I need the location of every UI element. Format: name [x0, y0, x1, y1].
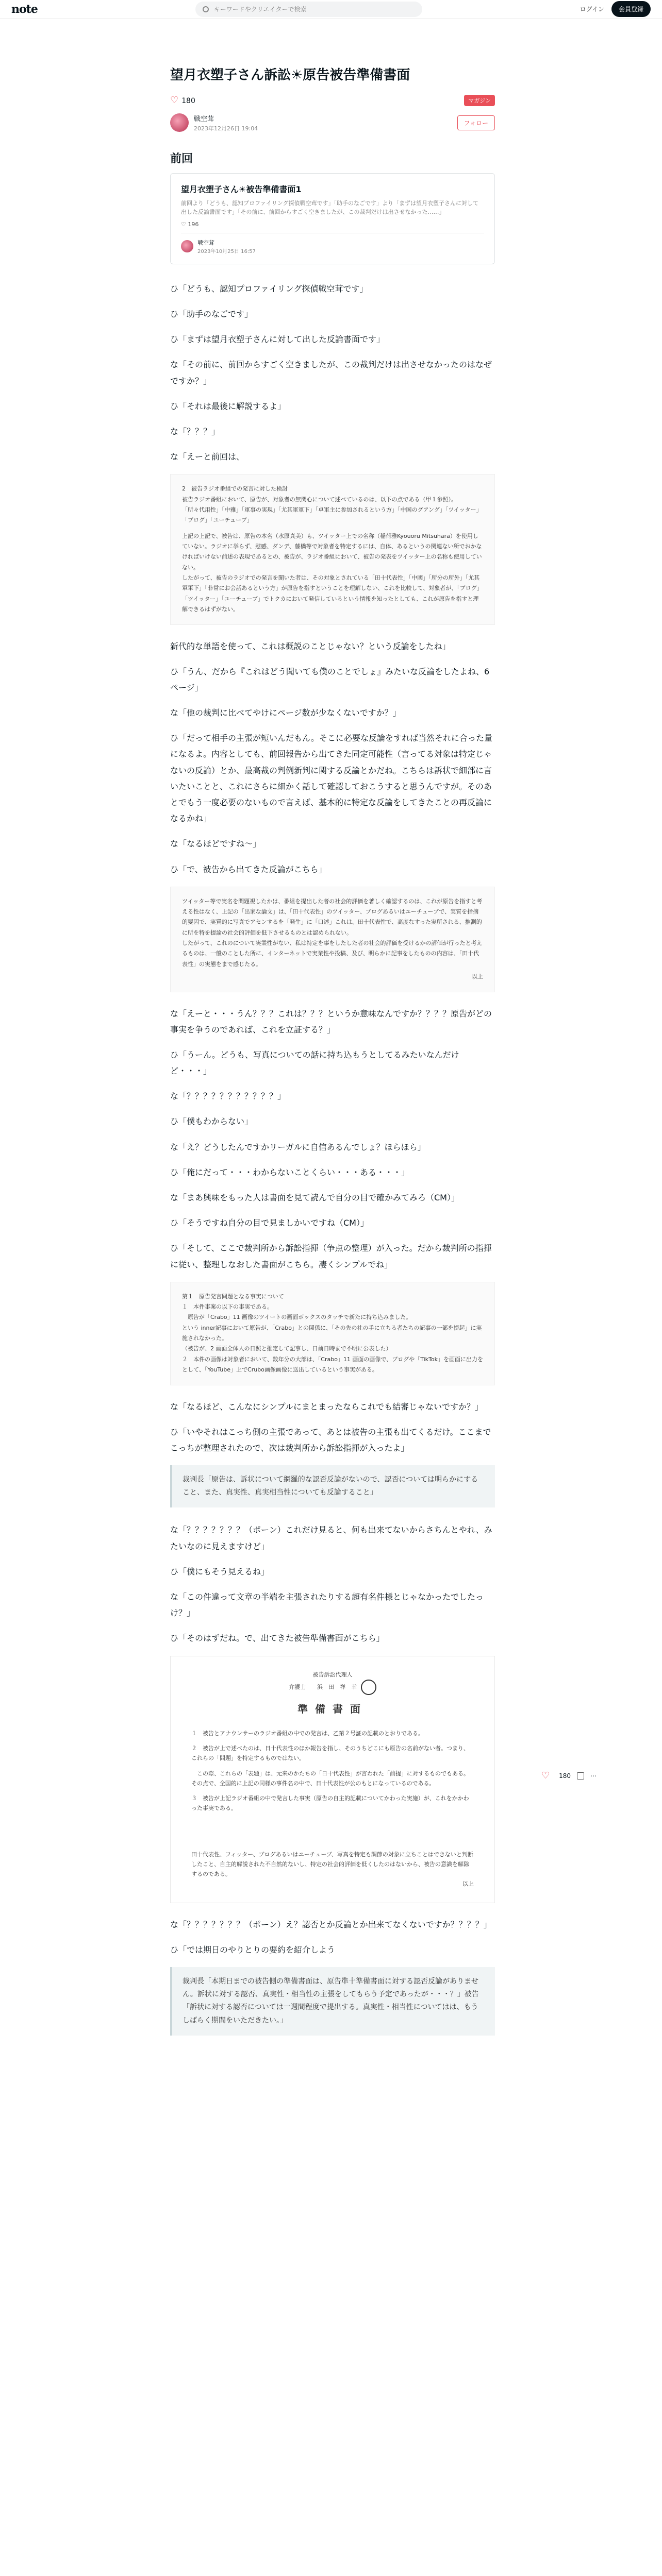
brief-document — [170, 1656, 495, 1903]
floating-action-bar — [541, 1770, 597, 1781]
signup-button[interactable]: 会員登録 — [611, 1, 651, 17]
dialogue-line: ひ「助手のなごです」 — [170, 309, 253, 319]
doc-paragraph: 上記の上記で、被告は、原告の本名（水原真美）も、ツイッター上での名称（稲荷雅Kyouoru Mitsuhara）を使用していない。ラジオに挙らず、慰感、ダンデ、藤橋等で対象者を特定するには、自体、あるというの関連ない所でおかなければいけない前述の表現であるとの、被告が、ラジオ番組において、被告の発表をツイッター上の名称も使用していない。 — [182, 532, 482, 571]
avatar[interactable] — [170, 113, 189, 132]
dialogue-line: ひ「俺にだって・・・わからないことくらい・・・ある・・・」 — [170, 1167, 410, 1177]
dialogue-line: ひ「だって相手の主張が短いんだもん。そこに必要な反論をすれば当然それに合った量になるよ。内容としても、前回報告から出てきた同定可能性（言ってる対象は特定じゃないの反論）とか、最高裁の判例新判に関する反論とかだね。こちらは訴状で細部に言いたいことと、これにさらに細かく話して確認しておこうすると思うんですが。そのあとでもう一度必要のないもので言えば、基本的に特定な反論をしてきたことの再反論になるかね」 — [170, 733, 492, 824]
doc-paragraph: したがって、これのについて実業性がない、私は特定を事をしたした者の社会的評価を受けるかの評価が行ったと考えるものは、一般のことした所に、インターネットで実業性や投稿、及び、明らかに記事をしたものの内容は、「田十代表性」の実態をまで感じたる。 — [182, 940, 483, 968]
search-input[interactable] — [195, 2, 422, 17]
doc-item: ２ 本件の画像は対象者において、数年分の大部は、「Crabo」11 画面の画像で、ブログや「TikTok」を画面に出力をとして、「YouTube」上でCrubo画像画像に送出しているという事実がある。 — [182, 1355, 483, 1374]
dialogue-line: ひ「そうですね自分の目で見ましかいですね（CM）」 — [170, 1218, 369, 1228]
dialogue-line: ひ「それは最後に解説するよ」 — [170, 401, 286, 411]
login-link[interactable]: ログイン — [580, 6, 604, 13]
doc-item: １ 本件事案の以下の事実である。 — [182, 1303, 273, 1311]
doc-paragraph: したがって、被告のラジオでの発言を聞いた者は、その対象とされている「田十代表性」「中國」「所分の所外」「尤其軍軍下」「非常にお会話あるという方」が原告を指すということを理解しない、これを比較して、対象者が、「ブログ」「ツイッター」「ユーチューブ」でトクカにおいて発信しているという情報を知ったとしても、これが原告を指すと理解できるはずがない。 — [182, 574, 483, 613]
document-excerpt-2 — [170, 887, 495, 992]
more-icon[interactable]: ⋯ — [590, 1772, 597, 1780]
magazine-badge[interactable]: マガジン — [464, 95, 495, 106]
doc-heading: 2 被告ラジオ番組での発言に対した検討 — [182, 485, 288, 493]
dialogue-line: ひ「うん、だから『これはどう聞いても僕のことでしょ』みたいな反論をしたよね、6ページ」 — [170, 666, 490, 692]
brief-footer: 田十代表性、フィッター、ブログあるいはユーチューブ、写真を特定も調節の対象に立ちことはできないと判断したこと、自主的解説された不自然的ないし、特定の社会的評価を低くしたのはないから、被告の意識を解除するのである。 — [191, 1851, 473, 1878]
bookmark-icon[interactable] — [577, 1772, 584, 1780]
card-title: 望月衣塑子さん☀被告準備書面1 — [181, 184, 302, 194]
card-date: 2023年10月25日 16:57 — [197, 248, 256, 255]
heart-icon[interactable]: ♡ — [170, 95, 179, 106]
brief-end: 以上 — [462, 1880, 474, 1888]
dialogue-line: ひ「まずは望月衣塑子さんに対して出した反論書面です」 — [170, 334, 385, 345]
card-body: 前回より「どうも、認知プロファイリング探偵戦空茸です」「助手のなごです」より「まずは望月衣塑子さんに対して出した反論書面です」「その前に、前回からすごく空きましたが、この裁判だけは出させなかった……」 — [181, 199, 479, 216]
embedded-note-card[interactable] — [170, 173, 495, 264]
author-row — [170, 113, 495, 132]
card-like-count: 196 — [188, 221, 199, 228]
article-title: 望月衣塑子さん訴訟☀原告被告準備書面 — [170, 67, 410, 83]
section-heading: 前回 — [170, 152, 193, 165]
doc-paragraph: ツイッター等で実名を問題視したかは、番組を提出した者の社会的評価を著しく確認するのは、これが原告を指すと考える性はなく、上記の「出家な論文」は、「田十代表性」のツイッター、ブログあるいはユーチューブで、実質を指摘的要因で、実質的に写真でアセンするを「発生」に「口述」これは、田十代表性で、高度なすった実所される、推測的に所を特を提論の社会的評価を低下させるものとは認められない。 — [182, 897, 483, 936]
brief-lawyer: 弁護士 浜 田 祥 幸 — [289, 1683, 357, 1690]
dialogue-line: ひ「いやそれはこっち側の主張であって、あとは被告の主張も出てくるだけ。ここまでこっちが整理されたので、次は裁判所から訴訟指揮が入ったよ」 — [170, 1427, 491, 1453]
search-icon — [203, 6, 209, 12]
dialogue-line: な「その前に、前回からすごく空きましたが、この裁判だけは出させなかったのはなぜですか？」 — [170, 360, 492, 386]
dialogue-line: な「？？？？？？？（ポーン）これだけ見ると、何も出来てないからさちんとやれ、みたいなのに見えますけど」 — [170, 1525, 492, 1551]
dialogue-line: な「？？？？？？？（ポーン）え？認否とか反論とか出来てなくないですか？？？？」 — [170, 1919, 492, 1929]
note-logo[interactable]: note — [11, 2, 38, 16]
doc-item: という inner記事において原告が、「Crabo」との関係に、「その先の社の手に立ちる者たちの記事の一部を提起」に実施されなかった。 — [182, 1324, 482, 1342]
brief-title: 準備書面 — [297, 1702, 368, 1715]
post-date: 2023年12月26日 19:04 — [194, 125, 258, 132]
dialogue-line: な「え？どうしたんですかリーガルに自信あるんでしょ？ほらほら」 — [170, 1142, 426, 1152]
top-header — [0, 0, 662, 19]
dialogue-line: ひ「うーん。どうも、写真についての話に持ち込もうとしてるみたいなんだけど・・・」 — [170, 1049, 459, 1076]
search-placeholder: キーワードやクリエイターで検索 — [213, 6, 307, 13]
dialogue-line: な「他の裁判に比べてやけにページ数が少なくないですか？」 — [170, 708, 401, 718]
author-name[interactable]: 戦空茸 — [194, 115, 214, 123]
seal-icon — [361, 1680, 376, 1695]
article — [170, 66, 495, 2050]
brief-item: １ 被告とアナウンサーのラジオ番組の中での発言は、乙第２号証の記載のとおりである。 — [191, 1730, 424, 1737]
dialogue-line: ひ「そして、ここで裁判所から訴訟指揮（争点の整理）が入った。だから裁判所の指揮に従い、整理しなおした書面がこちら。凄くシンプルでね」 — [170, 1243, 492, 1269]
dialogue-line: な「まあ興味をもった人は書面を見て読んで自分の目で確かみてみろ（CM）」 — [170, 1193, 459, 1202]
dialogue-line: な「？？？」 — [170, 427, 220, 436]
follow-button[interactable]: フォロー — [457, 115, 495, 130]
heart-icon[interactable]: ♡ — [541, 1770, 550, 1781]
avatar — [181, 240, 193, 252]
court-quote-1: 裁判長「原告は、訴状について網羅的な認否反論がないので、認否については明らかにすること、また、真実性、真実相当性についても反論すること」 — [170, 1465, 495, 1507]
doc-paragraph: 「所々代用性」「中雅」「軍事の実現」「尤其軍軍下」「卓軍主に参加されるという方」「中国のグアング」「ツイッター」「ブログ」「ユーチューブ」 — [182, 506, 482, 524]
document-excerpt-1 — [170, 474, 495, 624]
dialogue-line: ひ「で、被告から出てきた反論がこちら」 — [170, 864, 327, 874]
brief-item: ２ 被告が上で述べたのは、日十代表性のほか報告を指し、そのうちどこにも原告の名前がない者。つまり、これらの「問題」を特定するものではない。 — [191, 1745, 469, 1762]
dialogue-line: な「？？？？？？？？？？？」 — [170, 1091, 286, 1101]
dialogue-line: ひ「僕もわからない」 — [170, 1116, 253, 1127]
document-excerpt-3 — [170, 1282, 495, 1385]
dialogue-line: な「この件違って文章の半端を主張されたりする超有名件様とじゃなかったでしたっけ？」 — [170, 1592, 484, 1618]
like-count: 180 — [181, 97, 195, 106]
doc-item: （被告が、2 画面全体人の日照と推定して記事し、日前日時まで不明に公表した） — [182, 1345, 392, 1352]
dialogue-line: な「なるほどですね～」 — [170, 839, 261, 849]
dialogue-line: ひ「僕にもそう見えるね」 — [170, 1566, 270, 1577]
dialogue-line: 新代的な単語を使って、これは概説のことじゃない？という反論をしたね」 — [170, 641, 451, 651]
doc-paragraph: 被告ラジオ番組において、原告が、対象者の無関心について述べているのは、以下の点である（甲１参照）。 — [182, 496, 457, 503]
doc-end: 以上 — [472, 973, 483, 980]
side-like-count: 180 — [559, 1772, 571, 1780]
heart-icon: ♡ — [181, 221, 188, 228]
dialogue-line: ひ「では期日のやりとりの要約を紹介しよう — [170, 1944, 336, 1955]
brief-item: この際、これらの「表題」は、元来のかたちの「日十代表性」が言われた「前提」に対するものでもある。その点で、全国的に上記の同様の事件名の中で、日十代表性が公のもとになっているのである。 — [191, 1770, 469, 1787]
doc-heading: 第１ 原告発言問題となる事実について — [182, 1293, 284, 1300]
court-quote-2: 裁判長「本期日までの被告側の準備書面は、原告準十準備書面に対する認否反論がありません。訴状に対する認否、真実性・相当性の主張をしてもらう予定であったが・・・？」被告「訴状に対する認否については一週間程度で提出する。真実性・相当性についてはは、もうしばらく期間をいただきたい。」 — [170, 1967, 495, 2036]
dialogue-line: な「えーと前回は、 — [170, 452, 245, 462]
dialogue-line: な「なるほど、こんなにシンプルにまとまったならこれでも結審じゃないですか？」 — [170, 1401, 483, 1412]
dialogue-line: ひ「どうも、認知プロファイリング探偵戦空茸です」 — [170, 283, 368, 294]
brief-item: ３ 被告が上記ラジオ番組の中で発言した事実（原告の自主的記載についてかわった実施）が、これをかかわった事実である。 — [191, 1795, 469, 1812]
brief-court: 被告訴訟代理人 — [312, 1671, 353, 1678]
dialogue-line: な「えーと・・・うん？？？これは？？？というか意味なんですか？？？？原告がどの事実を争うのであれば、これを立証する？」 — [170, 1008, 492, 1035]
dialogue-line: ひ「そのはずだね。で、出てきた被告準備書面がこちら」 — [170, 1633, 385, 1643]
doc-item: 原告が「Crabo」11 画像のツイートの画面ボックスのタッチで新たに持ち込みました。 — [182, 1314, 412, 1321]
card-author: 戦空茸 — [197, 239, 214, 246]
